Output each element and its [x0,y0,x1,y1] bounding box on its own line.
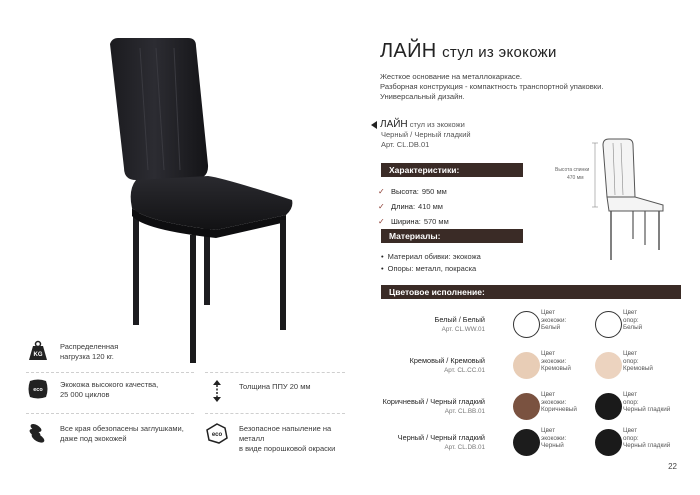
upholstery-swatch [513,393,540,420]
spec-length: ✓ Длина: 410 мм [378,201,443,211]
feature-plugs [26,421,184,445]
divider [26,413,194,414]
svg-text:KG: KG [33,352,43,358]
feature-plugs-line-1: Все края обезопасены заглушками, [60,424,184,433]
arrow-left-icon [371,121,377,129]
frame-swatch [595,429,622,456]
specs-heading: Характеристики: [381,163,523,177]
product-title [380,40,557,63]
color-option-name: Белый / Белый [434,315,485,324]
check-icon: ✓ [378,201,385,211]
model-article: Арт. CL.DB.01 [381,140,430,149]
frame-swatch [595,393,622,420]
specs-list [378,184,449,229]
feature-eco-line-2: 25 000 циклов [60,390,110,399]
spec-width: ✓ Ширина: 570 мм [378,216,449,226]
materials-list [381,251,481,275]
divider [26,372,194,373]
feature-paint-line-2: в виде порошковой окраски [239,444,336,453]
model-name: ЛАЙН [380,119,408,130]
color-option-article: Арт. CL.DB.01 [444,444,485,451]
svg-text:eco: eco [211,432,223,438]
color-option-name: Кремовый / Кремовый [409,356,485,365]
chair-photo [96,30,306,370]
model-color: Черный / Черный гладкий [381,130,471,139]
upholstery-swatch [513,429,540,456]
product-description [380,72,603,102]
feature-thickness [205,379,311,403]
description-line: Разборная конструкция - компактность транспортной упаковки. [380,82,604,91]
description-line: Жесткое основание на металлокаркасе. [380,72,523,81]
thickness-icon [205,379,229,403]
product-title-rest: стул из экокожи [442,44,557,61]
color-option-article: Арт. CL.CC.01 [444,367,485,374]
upholstery-swatch [513,352,540,379]
check-icon: ✓ [378,186,385,196]
spec-height: ✓ Высота: 950 мм [378,186,447,196]
feature-load-line-2: нагрузка 120 кг. [60,352,114,361]
feature-load-line-1: Распределенная [60,342,119,351]
feature-plugs-line-2: даже под экокожей [60,434,127,443]
color-option-black[interactable]: Черный / Черный гладкий Арт. CL.DB.01 Цвет экокожи: Черный Цвет опор: Черный гладкий [380,425,680,465]
feature-thickness-text: Толщина ППУ 20 мм [239,382,311,391]
color-option-article: Арт. CL.WW.01 [441,326,485,333]
material-legs: • Опоры: металл, покраска [381,263,481,275]
model-card [371,120,471,150]
eco-leather-icon [26,377,50,401]
frame-swatch [595,352,622,379]
chair-dimension-diagram [545,135,675,265]
divider [205,413,345,414]
eco-paint-icon [205,421,229,445]
product-title-bold: ЛАЙН [380,40,437,62]
color-option-name: Коричневый / Черный гладкий [382,397,485,406]
color-option-cream[interactable]: Кремовый / Кремовый Арт. CL.CC.01 Цвет экокожи: Кремовый Цвет опор: Кремовый [380,348,680,388]
color-option-name: Черный / Черный гладкий [397,433,485,442]
color-option-white[interactable]: Белый / Белый Арт. CL.WW.01 Цвет экокожи: Белый Цвет опор: Белый [380,307,680,347]
divider [205,372,345,373]
feature-load [26,339,118,363]
feature-eco-paint [205,421,350,454]
weight-kg-icon [26,339,50,363]
check-icon: ✓ [378,216,385,226]
diagram-label-line-1: Высота спинки [555,167,590,173]
material-upholstery: • Материал обивки: экокожа [381,251,481,263]
model-name-rest: стул из экокожи [409,120,465,129]
feature-eco-leather [26,377,158,401]
description-line: Универсальный дизайн. [380,92,465,101]
frame-swatch [595,311,622,338]
diagram-label-line-2: 470 мм [567,175,584,181]
color-option-brown[interactable]: Коричневый / Черный гладкий Арт. CL.BB.01 Цвет экокожи: Коричневый Цвет опор: Черный гладкий [380,389,680,429]
feature-paint-line-1: Безопасное напыление на металл [239,424,332,443]
page-number: 22 [668,462,677,471]
colors-heading: Цветовое исполнение: [381,285,681,299]
materials-heading: Материалы: [381,229,523,243]
upholstery-swatch [513,311,540,338]
svg-text:eco: eco [33,387,43,393]
feature-eco-line-1: Экокожа высокого качества, [60,380,159,389]
plugs-icon [26,421,50,445]
color-option-article: Арт. CL.BB.01 [444,408,485,415]
